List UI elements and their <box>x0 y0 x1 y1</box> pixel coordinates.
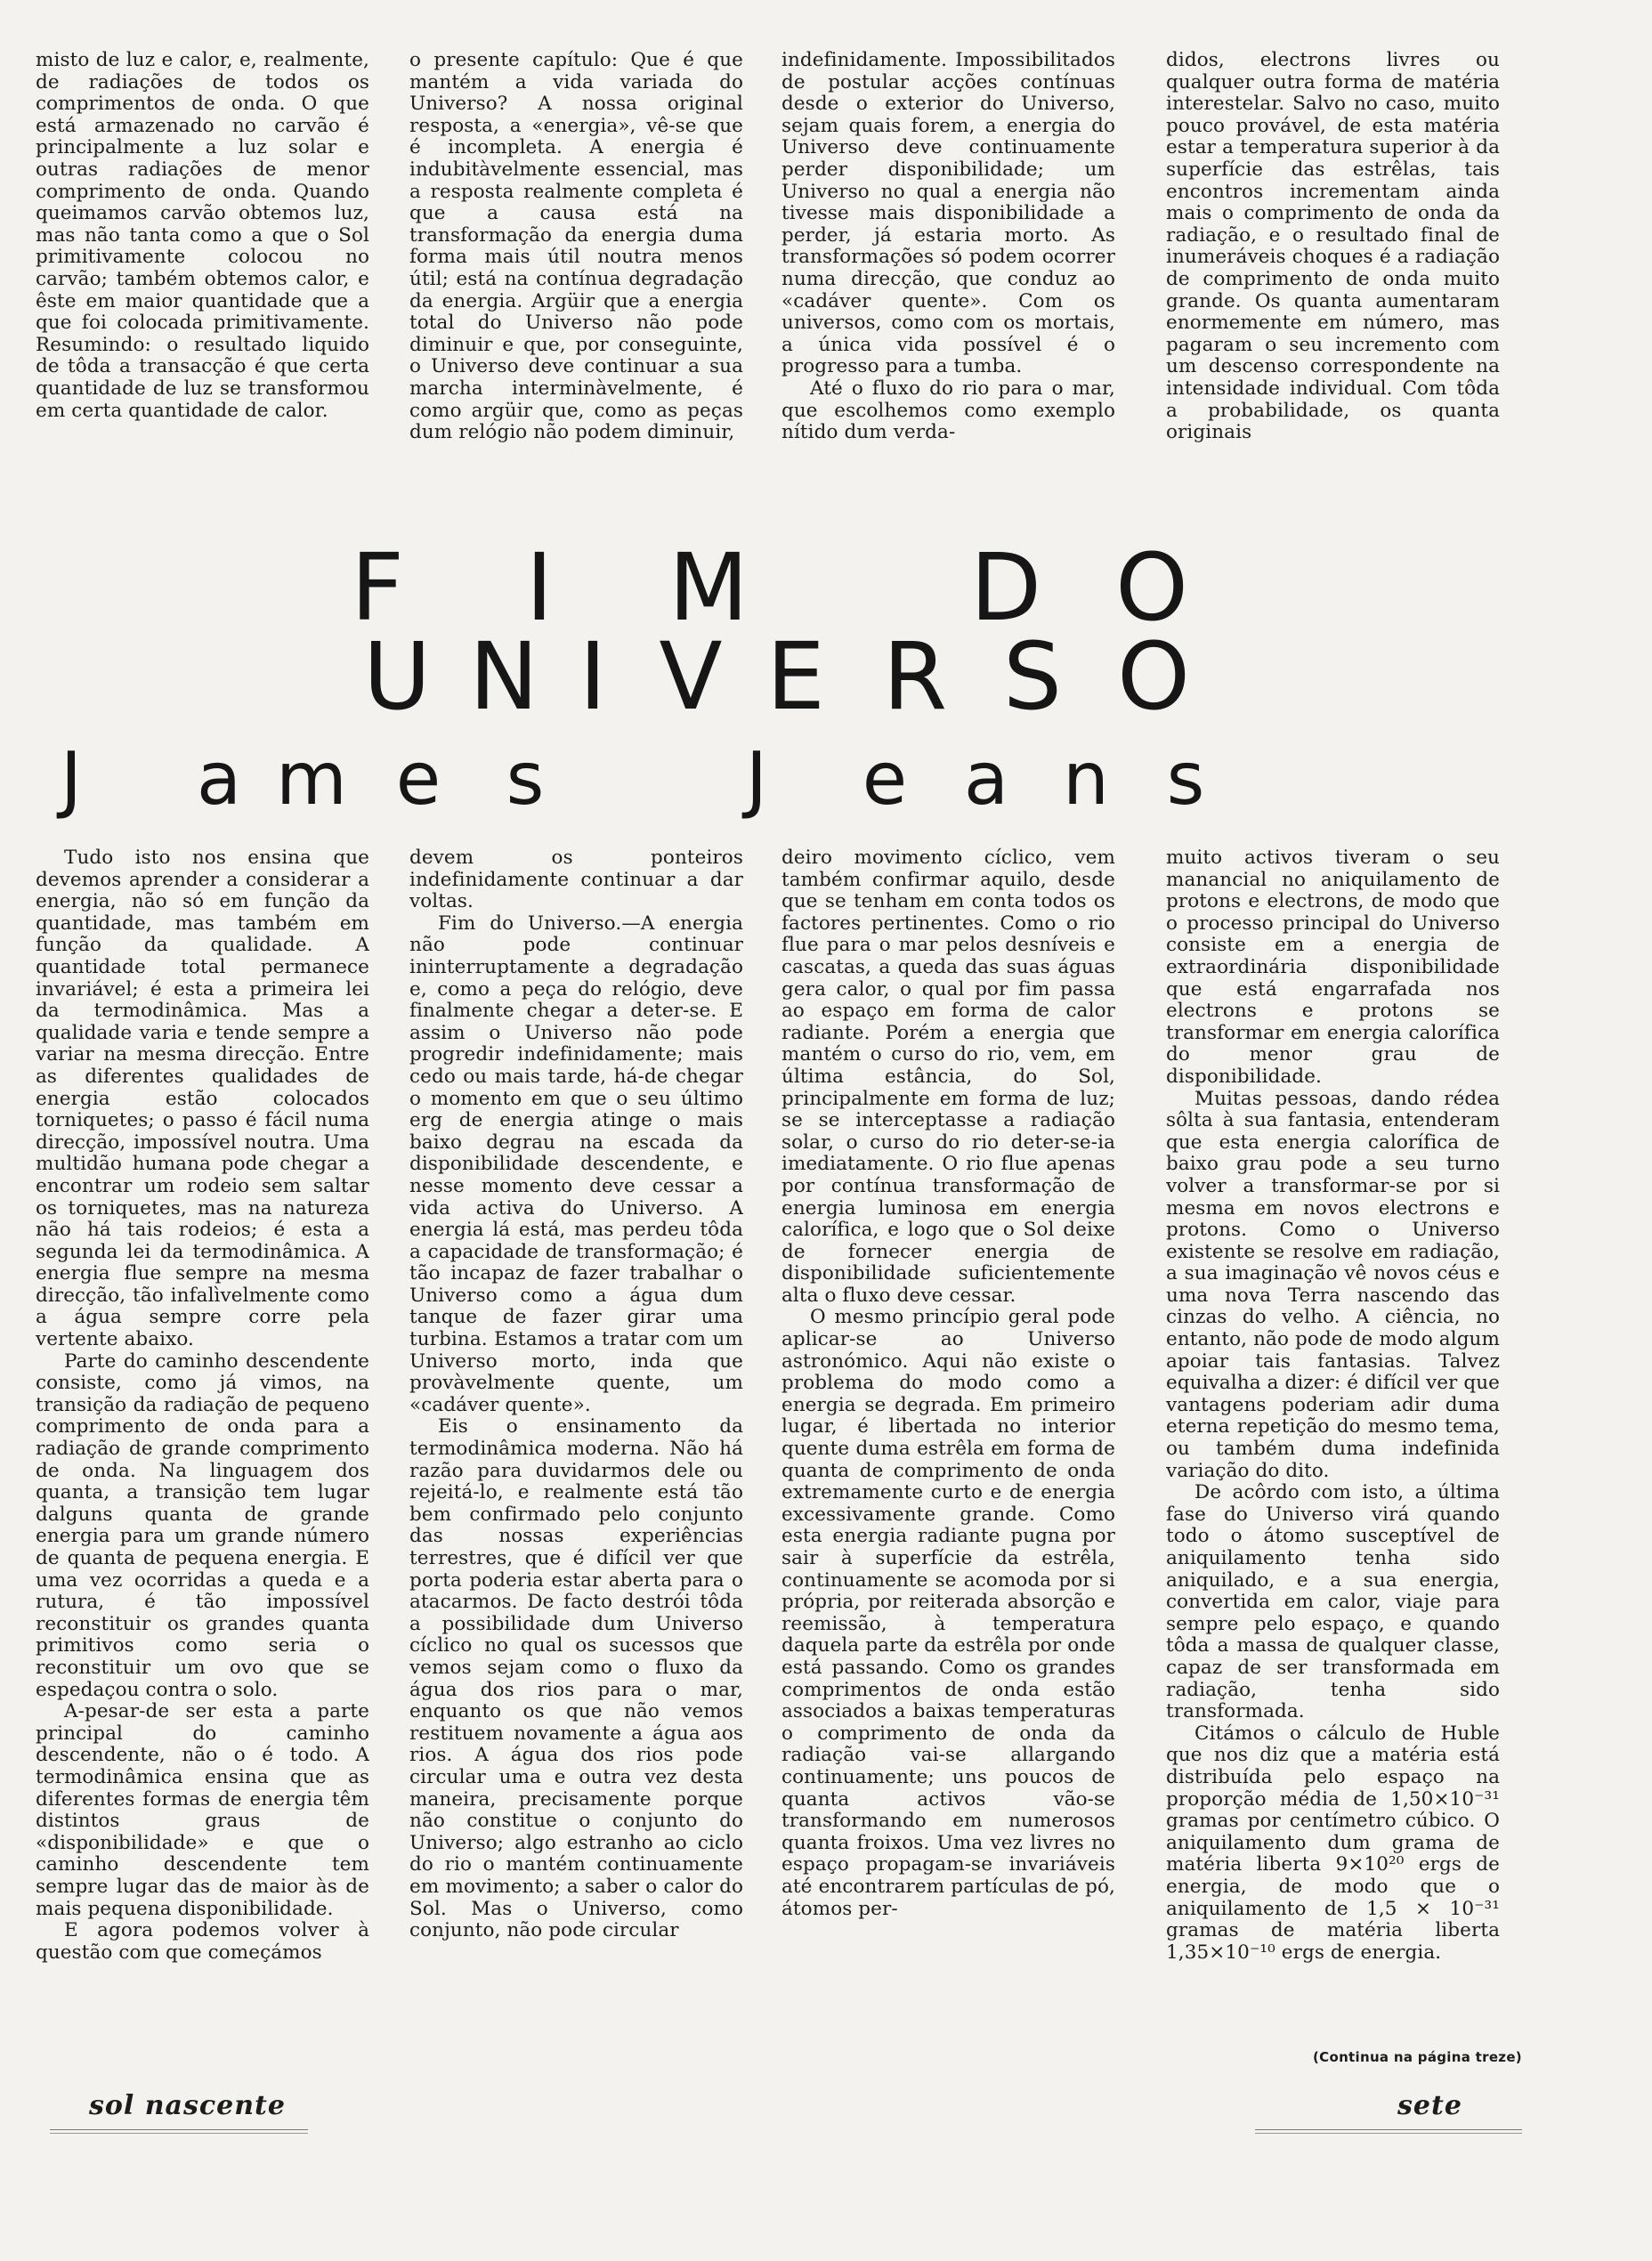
title-letter: I <box>579 622 607 731</box>
author-letter: n <box>1063 737 1109 822</box>
author-letter: a <box>196 737 242 822</box>
body-column-3 <box>781 847 1115 2069</box>
paragraph: Até o fluxo do rio para o mar, que escolhemos como exemplo nítido dum verda- <box>781 377 1115 444</box>
author-letter: J <box>745 737 768 822</box>
title-letter: N <box>469 622 539 731</box>
title-line-2 <box>0 623 1652 730</box>
paragraph: Muitas pessoas, dando rédea sôlta à sua fantasia, entenderam que esta energia calorífica de baixo grau pode a seu turno volver a transformar-se por si mesma em novos electrons e protons. Como o Universo existente se resolve em radiação, a sua imaginação vê novos céus e uma nova Terra nascendo das cinzas do velho. A ciência, no entanto, não pode de modo algum apoiar tais fantasias. Talvez equivalha a dizer: é difícil ver que vantagens poderiam adir duma eterna repetição do mesmo tema, ou também duma indefinida variação do dito. <box>1166 1087 1500 1482</box>
title-letter: D <box>969 533 1042 642</box>
body-column-2 <box>409 847 743 2069</box>
paragraph: devem os ponteiros indefinidamente continuar a dar voltas. <box>409 847 743 913</box>
title-letter: U <box>362 622 432 731</box>
paragraph: o presente capítulo: Que é que mantém a vida variada do Universo? A nossa original resposta, a «energia», vê-se que é incompleta. A energia é indubitàvelmente essencial, mas a resposta realmente completa é que a causa está na transformação da energia duma forma mais útil noutra menos útil; está na contínua degradação da energia. Argüir que a energia total do Universo não pode diminuir e que, por conseguinte, o Universo deve continuar a sua marcha interminàvelmente, é como argüir que, como as peças dum relógio não podem diminuir, <box>409 50 743 444</box>
paragraph: Citámos o cálculo de Huble que nos diz que a matéria está distribuída pelo espaço na proporção média de 1,50×10⁻³¹ gramas por centímetro cúbico. O aniquilamento dum grama de matéria liberta 9×10²⁰ ergs de energia, de modo que o aniquilamento de 1,5 × 10⁻³¹ gramas de matéria liberta 1,35×10⁻¹⁰ ergs de energia. <box>1166 1722 1500 1964</box>
author-letter: s <box>1166 737 1205 822</box>
paragraph: A-pesar-de ser esta a parte principal do caminho descendente, não o é todo. A termodinâmica ensina que as diferentes formas de energia têm distintos graus de «disponibilidade» e que o caminho descendente tem sempre lugar das de maior às de mais pequena disponibilidade. <box>36 1700 369 1920</box>
paragraph: O mesmo princípio geral pode aplicar-se ao Universo astronómico. Aqui não existe o problema do modo como a energia se degrada. Em primeiro lugar, é libertada no interior quente duma estrêla em forma de quanta de comprimento de onda extremamente curto e de energia excessivamente grande. Como esta energia radiante pugna por sair à superfície da estrêla, continuamente se acomoda por si própria, por reiterada absorção e reemissão, à temperatura daquela parte da estrêla por onde está passando. Como os grandes comprimentos de onda estão associados a baixas temperaturas o comprimento de onda da radiação vai-se allargando continuamente; uns poucos de quanta activos vão-se transformando em numerosos quanta froixos. Uma vez livres no espaço propagam-se invariáveis até encontrarem partículas de pó, átomos per- <box>781 1306 1115 1920</box>
title-letter: R <box>882 622 948 731</box>
title-letter: O <box>1117 622 1190 731</box>
paragraph: Parte do caminho descendente consiste, como já vimos, na transição da radiação de pequeno comprimento de onda para a radiação de grande comprimento de onda. Na linguagem dos quanta, a transição tem lugar dalguns quanta de grande energia para um grande número de quanta de pequena energia. E uma vez ocorridas a queda e a rutura, é tão impossível reconstituir os grandes quanta primitivos como seria o reconstituir um ovo que se espedaçou contra o solo. <box>36 1349 369 1701</box>
footer-rule-right <box>1255 2129 1522 2134</box>
section-paragraph: Fim do Universo.—A energia não pode continuar ininterruptamente a degradação e, como a peça do relógio, deve finalmente chegar a deter-se. E assim o Universo não pode progredir indefinidamente; mais cedo ou mais tarde, há-de chegar o momento em que o seu último erg de energia atinge o mais baixo degrau na escada da disponibilidade descendente, e nesse momento deve cessar a vida activa do Universo. A energia lá está, mas perdeu tôda a capacidade de transformação; é tão incapaz de fazer trabalhar o Universo como a água dum tanque de fazer girar uma turbina. Estamos a tratar com um Universo morto, inda que provàvelmente quente, um «cadáver quente». <box>409 912 743 1416</box>
title-letter: F <box>351 533 404 642</box>
paragraph: misto de luz e calor, e, realmente, de radiações de todos os comprimentos de onda. O que está armazenado no carvão é principalmente a luz solar e outras radiações de menor comprimento de onda. Quando queimamos carvão obtemos luz, mas não tanta como a que o Sol primitivamente colocou no carvão; também obtemos calor, e êste em maior quantidade que a que foi colocada primitivamente. Resumindo: o resultado liquido de tôda a transacção é que certa quantidade de luz se transformou em certa quantidade de calor. <box>36 50 369 422</box>
author-letter: s <box>506 737 545 822</box>
paragraph: E agora podemos volver à questão com que começámos <box>36 1919 369 1964</box>
title-letter: I <box>525 533 554 642</box>
top-column-3 <box>781 50 1115 522</box>
magazine-name: sol nascente <box>89 2090 286 2121</box>
top-column-2 <box>409 50 743 522</box>
title-letter: M <box>668 533 749 642</box>
paragraph: Tudo isto nos ensina que devemos aprender a considerar a energia, não só em função da quantidade, mas também em função da qualidade. A quantidade total permanece invariável; é esta a primeira lei da termodinâmica. Mas a qualidade varia e tende sempre a variar na mesma direcção. Entre as diferentes qualidades de energia estão colocados torniquetes; o passo é fácil numa direcção, impossível noutra. Uma multidão humana pode chegar a encontrar um rodeio sem saltar os torniquetes, mas na natureza não há tais rodeios; é esta a segunda lei da termodinâmica. A energia flue sempre na mesma direcção, tão infalìvelmente como a água sempre corre pela vertente abaixo. <box>36 847 369 1351</box>
title-letter: O <box>1115 533 1188 642</box>
author-name <box>0 735 1652 824</box>
author-letter: e <box>395 737 441 822</box>
paragraph: Eis o ensinamento da termodinâmica moderna. Não há razão para duvidarmos dele ou rejeitá-lo, e realmente está tão bem confirmado pelo conjunto das nossas experiências terrestres, que é difícil ver que porta poderia estar aberta para o atacarmos. De facto destrói tôda a possibilidade dum Universo cíclico no qual os sucessos que vemos sejam como o fluxo da água dos rios para o mar, enquanto os que não vemos restituem novamente a água aos rios. A água dos rios pode circular uma e outra vez desta maneira, precisamente porque não constitue o conjunto do Universo; algo estranho ao ciclo do rio o mantém continuamente em movimento; a saber o calor do Sol. Mas o Universo, como conjunto, não pode circular <box>409 1415 743 1942</box>
author-letter: e <box>862 737 908 822</box>
page-number: sete <box>1397 2090 1462 2121</box>
author-letter: a <box>963 737 1009 822</box>
author-letter: J <box>60 737 83 822</box>
title-letter: V <box>659 622 723 731</box>
paragraph: deiro movimento cíclico, vem também confirmar aquilo, desde que se tenham em conta todos os factores pertinentes. Como o rio flue para o mar pelos desníveis e cascatas, a queda das suas águas gera calor, o qual por fim passa ao espaço em forma de calor radiante. Porém a energia que mantém o curso do rio, vem, em última estância, do Sol, principalmente em forma de luz; se se interceptasse a radiação solar, o curso do rio deter-se-ia imediatamente. O rio flue apenas por contínua transformação de energia luminosa em energia calorífica, e logo que o Sol deixe de fornecer energia de disponibilidade suficientemente alta o fluxo deve cessar. <box>781 847 1115 1307</box>
paragraph: indefinidamente. Impossibilitados de postular acções contínuas desde o exterior do Universo, sejam quais forem, a energia do Universo deve continuamente perder disponibilidade; um Universo no qual a energia não tivesse mais disponibilidade a perder, já estaria morto. As transformações só podem ocorrer numa direcção, que conduz ao «cadáver quente». Com os universos, como com os mortais, a única vida possível é o progresso para a tumba. <box>781 50 1115 378</box>
paragraph: De acôrdo com isto, a última fase do Universo virá quando todo o átomo susceptível de aniquilamento tenha sido aniquilado, e a sua energia, convertida em calor, viaje para sempre pelo espaço, e quando tôda a massa de qualquer classe, capaz de ser transformada em radiação, tenha sido transformada. <box>1166 1481 1500 1723</box>
title-letter: S <box>1002 622 1063 731</box>
top-column-1 <box>36 50 369 522</box>
author-letter: m <box>276 737 347 822</box>
paragraph: muito activos tiveram o seu manancial no aniquilamento de protons e electrons, de modo que o processo principal do Universo consiste em a energia de extraordinária disponibilidade que está engarrafada nos electrons e protons se transformar em energia calorífica do menor grau de disponibilidade. <box>1166 847 1500 1088</box>
continuation-note: (Continua na página treze) <box>1313 2049 1522 2065</box>
title-letter: E <box>766 622 825 731</box>
top-column-4 <box>1166 50 1500 522</box>
body-column-4 <box>1166 847 1500 2069</box>
body-column-1 <box>36 847 369 2069</box>
paragraph: didos, electrons livres ou qualquer outra forma de matéria interestelar. Salvo no caso, muito pouco provável, de esta matéria estar a temperatura superior à da superfície das estrêlas, tais encontros incrementam ainda mais o comprimento de onda da radiação, e o resultado final de inumeráveis choques é a radiação de comprimento de onda muito grande. Os quanta aumentaram enormemente em número, mas pagaram o seu incremento com um descenso correspondente na intensidade individual. Com tôda a probabilidade, os quanta originais <box>1166 50 1500 444</box>
footer-rule-left <box>50 2129 308 2134</box>
